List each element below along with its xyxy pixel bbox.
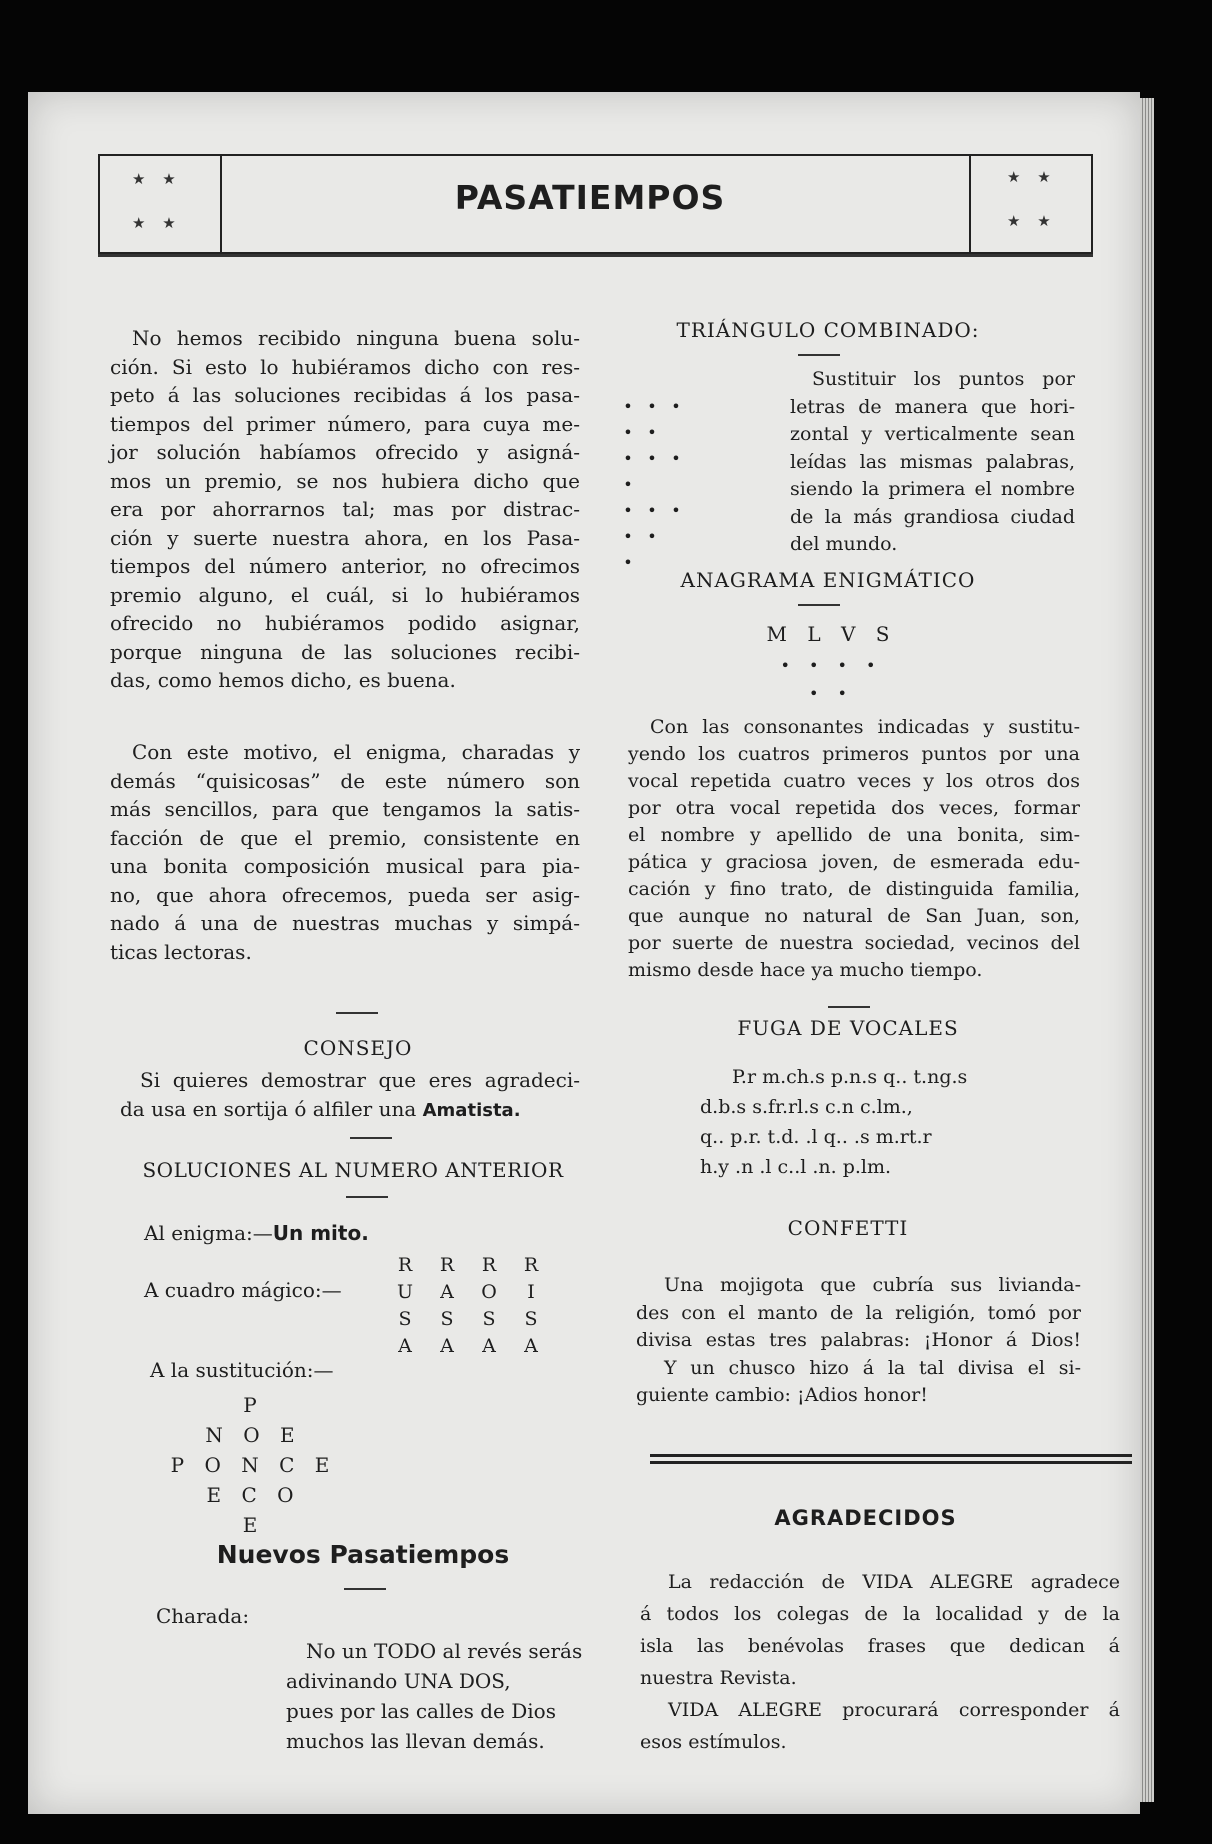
nuevos-pasatiempos-title: Nuevos Pasatiempos: [216, 1540, 510, 1569]
text-line: cación y fino trato, de distinguida familia,: [628, 878, 1080, 900]
text-line: isla las benévolas frases que dedican á: [640, 1635, 1120, 1657]
star-box-left: [100, 156, 222, 252]
enigma-answer: Un mito.: [272, 1221, 369, 1245]
text-line: mos un premio, se nos hubiera dicho que: [110, 468, 580, 493]
text-line: nuestra Revista.: [640, 1667, 797, 1689]
divider: [798, 604, 840, 606]
text-line: letras de manera que hori-: [790, 395, 1075, 418]
triangle-dots: [616, 394, 706, 576]
magazine-page: [28, 92, 1140, 1814]
cuadro-label: A cuadro mágico:—: [144, 1278, 342, 1302]
text-fragment: da usa en sortija ó alfiler una: [120, 1096, 417, 1121]
divider: [798, 354, 840, 356]
text-line: La redacción de VIDA ALEGRE agradece: [668, 1571, 1120, 1593]
verse-line: h.y .n .l c..l .n. p.lm.: [700, 1156, 892, 1178]
text-line: Con las consonantes indicadas y sustitu-: [650, 716, 1080, 738]
dot: •: [647, 423, 657, 442]
grid-cell: R: [439, 1254, 455, 1276]
stars-ornament: ★ ★: [132, 170, 182, 188]
grid-row: [384, 1333, 552, 1360]
grid-cell: R: [523, 1254, 539, 1276]
text-line: No hemos recibido ninguna buena solu-: [132, 326, 580, 350]
text-line: nado á una de nuestras muchas y simpá-: [110, 911, 580, 935]
intro-paragraph: [110, 324, 580, 695]
agradecidos-title: AGRADECIDOS: [774, 1506, 957, 1530]
grid-cell: A: [398, 1335, 412, 1357]
diamond-row: N O E: [205, 1423, 295, 1447]
grid-row: [384, 1306, 552, 1333]
magic-square: [384, 1252, 552, 1360]
diamond-row: P O N C E: [170, 1453, 330, 1477]
verse-line: pues por las calles de Dios: [286, 1699, 556, 1723]
text-line: premio alguno, el cuál, si lo hubiéramos: [110, 582, 580, 607]
grid-cell: S: [482, 1308, 496, 1330]
stars-ornament: ★ ★: [1007, 212, 1057, 230]
grid-row: [384, 1279, 552, 1306]
text-line: Con este motivo, el enigma, charadas y: [132, 740, 580, 764]
fuga-heading: FUGA DE VOCALES: [737, 1016, 959, 1040]
diamond-row: E: [242, 1513, 258, 1537]
verse-line: adivinando UNA DOS,: [286, 1669, 511, 1693]
grid-cell: R: [481, 1254, 497, 1276]
grid-cell: S: [440, 1308, 454, 1330]
text-line: peto á las soluciones recibidas á los pasa-: [110, 383, 580, 407]
enigma-solution: [144, 1221, 369, 1245]
text-line: que aunque no natural de San Juan, son,: [628, 905, 1080, 927]
text-line: VIDA ALEGRE procurará corresponder á: [668, 1699, 1120, 1721]
grid-cell: S: [524, 1308, 538, 1330]
text-line: jor solución habíamos ofrecido y asigná-: [110, 440, 580, 464]
anagrama-dots-2: • •: [809, 684, 847, 703]
verse-line: muchos las llevan demás.: [286, 1729, 545, 1753]
divider: [828, 1006, 870, 1008]
text-line: no, que ahora ofrecemos, pueda ser asig-: [110, 882, 580, 907]
page-title: PASATIEMPOS: [454, 178, 726, 217]
text-line: Sustituir los puntos por: [812, 368, 1075, 390]
amatista-bold: Amatista.: [422, 1099, 521, 1121]
text-line: facción de que el premio, consistente en: [110, 825, 580, 850]
motive-paragraph: [110, 738, 580, 966]
text-line: vocal repetida cuatro veces y los otros dos: [628, 770, 1080, 792]
text-line: demás “quisicosas” de este número son: [110, 768, 580, 793]
anagrama-paragraph: [628, 714, 1080, 984]
confetti-paragraph: [636, 1272, 1081, 1410]
grid-row: [384, 1252, 552, 1279]
divider: [336, 1012, 378, 1014]
dot: •: [647, 501, 657, 520]
text-line: mismo desde hace ya mucho tiempo.: [628, 959, 983, 981]
diamond-row: P: [243, 1393, 257, 1417]
text-line: ticas lectoras.: [110, 939, 252, 964]
charada-label: Charada:: [156, 1604, 250, 1628]
diamond-row: E C O: [206, 1483, 294, 1507]
grid-cell: A: [440, 1281, 454, 1303]
dot: •: [671, 397, 681, 416]
dot: •: [623, 449, 633, 468]
text-line: tiempos del número anterior, no ofrecimos: [110, 554, 580, 578]
grid-cell: R: [397, 1254, 413, 1276]
dot: •: [623, 397, 633, 416]
verse-line: No un TODO al revés serás: [306, 1639, 583, 1663]
anagrama-letters: M L V S: [766, 622, 890, 646]
dot: •: [647, 527, 657, 546]
enigma-label: Al enigma:—: [144, 1221, 273, 1245]
grid-cell: S: [398, 1308, 412, 1330]
text-line: Si quieres demostrar que eres agradeci-: [140, 1068, 580, 1092]
charada-verse: [286, 1636, 582, 1756]
text-line: leídas las mismas palabras,: [790, 450, 1075, 473]
text-line: Y un chusco hizo á la tal divisa el si-: [664, 1356, 1081, 1379]
dot: •: [671, 501, 681, 520]
dot: •: [623, 423, 633, 442]
text-line: porque ninguna de las soluciones recibi-: [110, 639, 580, 664]
agradecidos-paragraph: [640, 1566, 1120, 1758]
triangulo-paragraph: [790, 366, 1075, 559]
text-line: pática y graciosa joven, de esmerada edu-: [628, 851, 1080, 873]
text-line: guiente cambio: ¡Adios honor!: [636, 1384, 928, 1406]
triangulo-heading: TRIÁNGULO COMBINADO:: [676, 318, 980, 342]
divider: [350, 1137, 392, 1139]
text-line: por otra vocal repetida dos veces, formar: [628, 797, 1080, 819]
grid-cell: O: [481, 1281, 497, 1303]
dot: •: [623, 475, 633, 494]
text-line: [120, 1095, 580, 1126]
sustitucion-diamond: [160, 1390, 340, 1540]
verse-line: q.. p.r. t.d. .l q.. .s m.rt.r: [700, 1126, 932, 1148]
grid-cell: A: [482, 1335, 496, 1357]
dot: •: [623, 527, 633, 546]
stars-ornament: ★ ★: [132, 214, 182, 232]
divider: [344, 1588, 386, 1590]
text-line: el nombre y apellido de una bonita, sim-: [628, 824, 1080, 846]
text-line: Una mojigota que cubría sus livianda-: [664, 1274, 1081, 1296]
text-line: des con el manto de la religión, tomó por: [636, 1301, 1081, 1324]
text-line: por suerte de nuestra sociedad, vecinos del: [628, 932, 1080, 954]
grid-cell: A: [524, 1335, 538, 1357]
double-rule: [650, 1454, 1132, 1457]
text-line: de la más grandiosa ciudad: [790, 505, 1075, 528]
dot: •: [623, 553, 633, 572]
header-rule: [98, 254, 1093, 257]
anagrama-dots: • • • •: [780, 656, 876, 675]
consejo-paragraph: [120, 1066, 580, 1125]
anagrama-heading: ANAGRAMA ENIGMÁTICO: [680, 568, 976, 592]
text-line: á todos los colegas de la localidad y de la: [640, 1603, 1120, 1625]
dot: •: [647, 449, 657, 468]
divider: [346, 1196, 388, 1198]
text-line: ción. Si esto lo hubiéramos dicho con res-: [110, 354, 580, 379]
text-line: tiempos del primer número, para cuya me-: [110, 411, 580, 436]
text-line: siendo la primera el nombre: [790, 478, 1075, 500]
text-line: ofrecido no hubiéramos podido asignar,: [110, 611, 580, 635]
text-line: era por ahorrarnos tal; mas por distrac-: [110, 497, 580, 521]
stars-ornament: ★ ★: [1007, 168, 1057, 186]
grid-cell: I: [527, 1281, 535, 1303]
confetti-heading: CONFETTI: [787, 1216, 909, 1240]
star-box-right: [969, 156, 1091, 252]
soluciones-heading: SOLUCIONES AL NUMERO ANTERIOR: [142, 1158, 564, 1182]
grid-cell: U: [396, 1281, 413, 1303]
dot: •: [623, 501, 633, 520]
dot: •: [671, 449, 681, 468]
text-line: divisa estas tres palabras: ¡Honor á Dios!: [636, 1329, 1081, 1351]
text-line: esos estímulos.: [640, 1731, 787, 1753]
grid-cell: A: [440, 1335, 454, 1357]
text-line: das, como hemos dicho, es buena.: [110, 668, 456, 692]
text-line: del mundo.: [790, 533, 898, 555]
double-rule: [650, 1461, 1132, 1464]
text-line: yendo los cuatros primeros puntos por una: [628, 743, 1080, 765]
verse-line: d.b.s s.fr.rl.s c.n c.lm.,: [700, 1096, 913, 1118]
sustitucion-label: A la sustitución:—: [150, 1358, 334, 1382]
text-line: zontal y verticalmente sean: [790, 423, 1075, 445]
fuga-verse: [648, 1062, 1068, 1182]
text-line: una bonita composición musical para pia-: [110, 854, 580, 878]
consejo-heading: CONSEJO: [303, 1036, 413, 1060]
text-line: más sencillos, para que tengamos la satis-: [110, 797, 580, 821]
section-header: [98, 154, 1093, 254]
dot: •: [647, 397, 657, 416]
text-line: ción y suerte nuestra ahora, en los Pasa-: [110, 525, 580, 550]
verse-line: P.r m.ch.s p.n.s q.. t.ng.s: [732, 1066, 968, 1088]
